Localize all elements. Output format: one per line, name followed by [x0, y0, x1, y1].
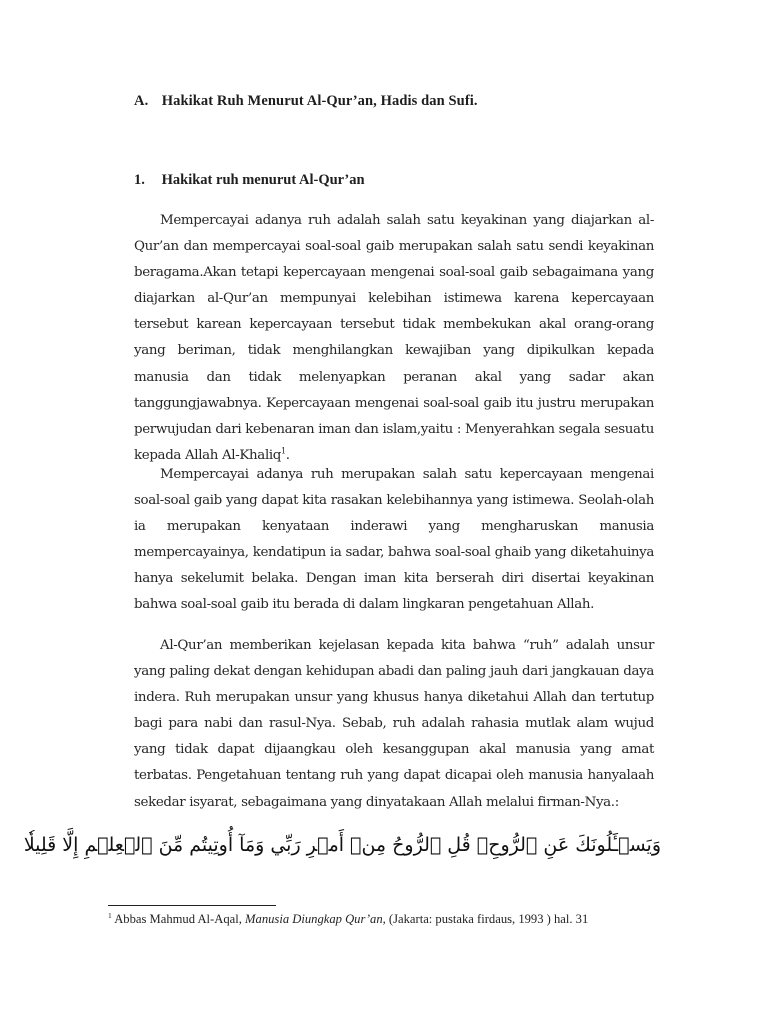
section-heading-a: [134, 93, 478, 110]
footnote-marker: 1: [108, 910, 112, 920]
footnote-divider: [108, 905, 276, 906]
heading-a-number: A.: [134, 93, 149, 109]
footnote-title: Manusia Diungkap Qur’an,: [245, 912, 386, 926]
footnote-reference: 1: [281, 446, 286, 456]
heading-1-number: 1.: [134, 172, 145, 188]
paragraph-3: Al-Qur’an memberikan kejelasan kepada kita bahwa “ruh” adalah unsur yang paling dekat dengan kehidupan abadi dan paling jauh dari jangkauan daya indera. Ruh merupakan unsur yang khusus hanya diketahui Allah dan tertutup bagi para nabi dan rasul-Nya. Sebab, ruh adalah rahasia mutlak alam wujud yang tidak dapat dijaangkau oleh kesanggupan akal manusia yang amat terbatas. Pengetahuan tentang ruh yang dapat dicapai oleh manusia hanyalaah sekedar isyarat, sebagaimana yang dinyatakaan Allah melalui firman-Nya.:: [134, 638, 654, 810]
paragraph-1-text: Mempercayai adanya ruh adalah salah satu keyakinan yang diajarkan al-Qur’an dan mempercayai soal-soal gaib merupakan salah satu sendi keyakinan beragama.Akan tetapi kepercayaan mengenai soal-soal gaib sebagaimana yang diajarkan al-Qur’an mempunyai kelebihan istimewa karena kepercayaan tersebut karean kepercayaan tersebut tidak membekukan akal orang-orang yang beriman, tidak menghilangkan kewajiban yang dipikulkan kepada manusia dan tidak melenyapkan peranan akal yang sadar akan tanggungjawabnya. Kepercayaan mengenai soal-soal gaib itu justru merupakan perwujudan dari kebenaran iman dan islam,yaitu : Menyerahkan segala sesuatu kepada Allah Al-Khaliq: [134, 213, 654, 463]
heading-1-text: Hakikat ruh menurut Al-Qur’an: [161, 172, 365, 188]
heading-a-text: Hakikat Ruh Menurut Al-Qur’an, Hadis dan Sufi.: [161, 93, 478, 109]
footnote-author: Abbas Mahmud Al-Aqal,: [111, 912, 246, 926]
paragraph-1: [134, 208, 654, 469]
footnote-publisher: (Jakarta: pustaka firdaus, 1993 ) hal. 31: [385, 912, 589, 926]
paragraph-2: Mempercayai adanya ruh merupakan salah satu kepercayaan mengenai soal-soal gaib yang dapat kita rasakan kelebihannya yang istimewa. Seolah-olah ia merupakan kenyataan inderawi yang mengharuskan manusia mempercayainya, kendatipun ia sadar, bahwa soal-soal ghaib yang diketahuinya hanya sekelumit belaka. Dengan iman kita berserah diri disertai keyakinan bahwa soal-soal gaib itu berada di dalam lingkaran pengetahuan Allah.: [134, 467, 654, 613]
paragraph-1-end: .: [285, 447, 290, 463]
arabic-verse: وَيَسۡـَٔلُونَكَ عَنِ ٱلرُّوحِۖ قُلِ ٱلرُّوحُ مِنۡ أَمۡرِ رَبِّي وَمَآ أُوتِيتُم مِّنَ ٱلۡعِلۡمِ إِلَّا قَلِيلٗا: [23, 834, 661, 856]
footnote: [108, 912, 588, 927]
subsection-heading-1: [134, 172, 365, 189]
